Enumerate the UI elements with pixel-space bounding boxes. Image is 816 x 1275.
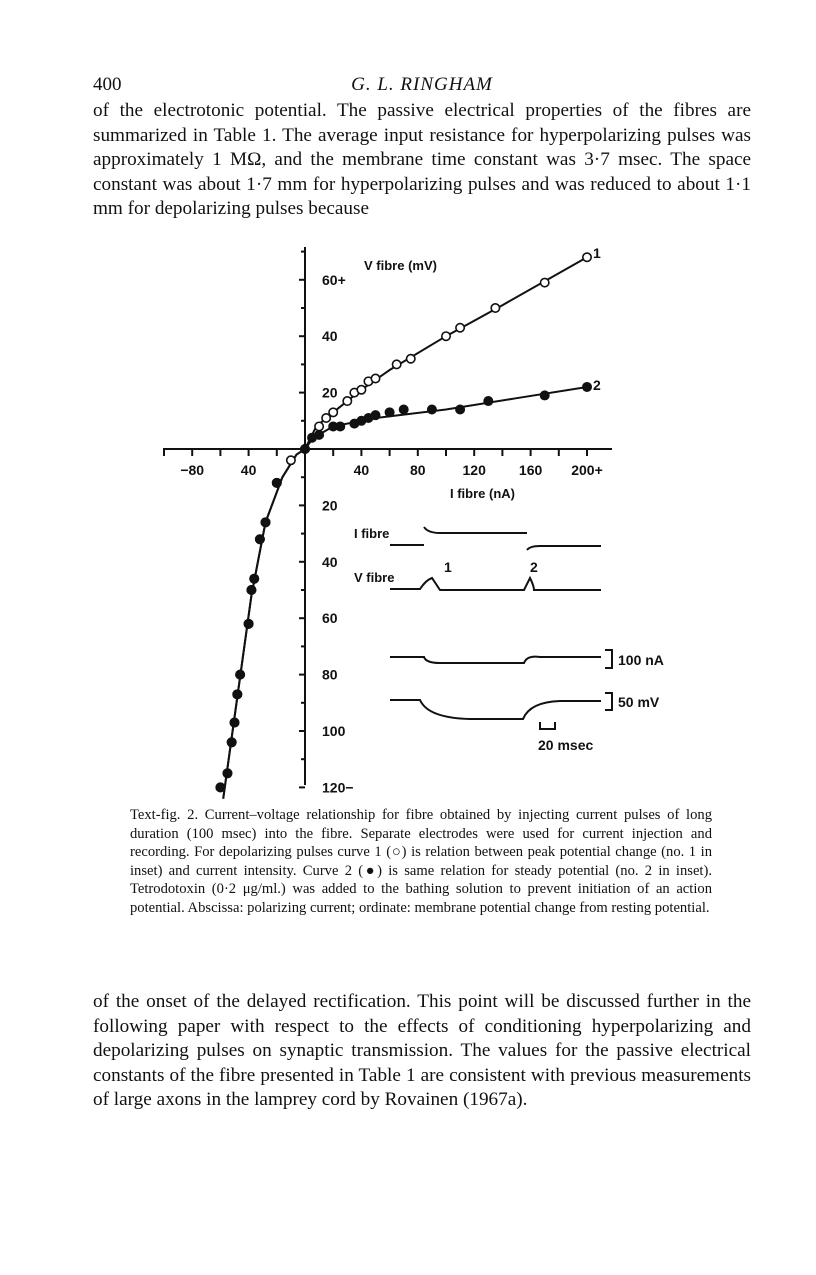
figure-caption	[130, 806, 712, 918]
y-tick-label: 100	[322, 723, 346, 739]
inset-mark-1: 1	[444, 559, 452, 575]
point-curve-2	[233, 690, 241, 698]
point-curve-2	[230, 718, 238, 726]
point-curve-2	[301, 445, 309, 453]
x-tick-label: 200+	[571, 462, 603, 478]
x-tick-label: 80	[410, 462, 426, 478]
point-curve-1	[315, 422, 323, 430]
figure-caption-text: Text-fig. 2. Current–voltage relationship for fibre obtained by injecting current pulses of long duration (100 msec) into the fibre. Separate electrodes were used for current injection and recording. For depolarizing pulses curve 1 (○) is relation between peak potential change (no. 1 in inset) and current intensity. Curve 2 (●) is same relation for steady potential (no. 2 in inset). Tetrodotoxin (0·2 μg/ml.) was added to the bathing solution to prevent initiation of an action potential. Abscissa: polarizing current; ordinate: membrane potential change from resting potential.	[130, 807, 712, 916]
point-curve-2	[256, 535, 264, 543]
point-curve-1	[541, 278, 549, 286]
inset-mark-2: 2	[530, 559, 538, 575]
point-curve-2	[227, 738, 235, 746]
inset-trace-current-2	[390, 657, 601, 663]
x-tick-label: 120	[462, 462, 486, 478]
point-curve-1	[456, 324, 464, 332]
x-tick-label: 40	[240, 462, 257, 478]
inset-trace-voltage-2	[390, 700, 601, 719]
scale-label-current: 100 nA	[618, 652, 664, 668]
series-label-2: 2	[593, 377, 601, 393]
y-tick-label: 60+	[322, 271, 346, 288]
point-curve-1	[343, 397, 351, 405]
scale-label-voltage: 50 mV	[618, 694, 660, 710]
running-author: G. L. RINGHAM	[351, 74, 493, 95]
point-curve-2	[247, 586, 255, 594]
x-axis-label: I fibre (nA)	[450, 486, 515, 501]
point-curve-2	[428, 405, 436, 413]
point-curve-2	[456, 405, 464, 413]
point-curve-2	[371, 411, 379, 419]
point-curve-2	[400, 405, 408, 413]
point-curve-1	[442, 332, 450, 340]
point-curve-2	[244, 620, 252, 628]
x-tick-label: 40	[353, 462, 370, 478]
series-label-1: 1	[593, 245, 601, 261]
point-curve-2	[541, 391, 549, 399]
point-curve-1	[392, 360, 400, 368]
scale-label-time: 20 msec	[538, 737, 594, 753]
scale-bar-voltage	[605, 693, 612, 710]
point-curve-1	[583, 253, 591, 261]
point-curve-2	[336, 422, 344, 430]
y-tick-label: 40	[322, 328, 338, 345]
point-curve-2	[250, 575, 258, 583]
y-tick-label: 120−	[322, 779, 354, 796]
page-number: 400	[93, 74, 122, 95]
point-curve-2	[583, 383, 591, 391]
paragraph-bottom	[93, 990, 751, 1113]
y-tick-label: 20	[322, 384, 338, 401]
y-tick-label: 60	[322, 610, 338, 627]
point-curve-2	[315, 431, 323, 439]
scale-bar-time	[540, 722, 555, 729]
x-tick-label: −80	[180, 462, 205, 478]
point-curve-1	[371, 374, 379, 382]
fit-curve-1	[223, 257, 587, 799]
point-curve-2	[216, 783, 224, 791]
inset-traces	[390, 527, 612, 729]
point-curve-1	[491, 304, 499, 312]
point-curve-2	[385, 408, 393, 416]
point-curve-1	[407, 355, 415, 363]
paragraph-top-text: of the electrotonic potential. The passive electrical properties of the fibres are summarized in Table 1. The average input resistance for hyperpolarizing pulses was approximately 1 MΩ, and the membrane time constant was 3·7 msec. The space constant was about 1·7 mm for hyperpolarizing pulses and was reduced to about 1·1 mm for depolarizing pulses because	[93, 100, 751, 219]
y-tick-label: 40	[322, 553, 338, 570]
point-curve-2	[236, 670, 244, 678]
y-tick-label: 80	[322, 666, 338, 683]
point-curve-1	[357, 386, 365, 394]
paragraph-bottom-text: of the onset of the delayed rectification. This point will be discussed further in the following paper with respect to the effects of conditioning hyperpolarizing and depolarizing pulses on synaptic transmission. The values for the passive electrical constants of the fibre presented in Table 1 are consistent with previous measurements of large axons in the lamprey cord by Rovainen (1967a).	[93, 991, 751, 1110]
point-curve-1	[329, 408, 337, 416]
scale-bar-current	[605, 650, 612, 668]
point-curve-2	[484, 397, 492, 405]
y-axis-label: V fibre (mV)	[364, 258, 437, 273]
point-curve-2	[273, 479, 281, 487]
point-curve-2	[223, 769, 231, 777]
point-curve-1	[287, 456, 295, 464]
inset-label-v: V fibre	[354, 570, 395, 585]
x-tick-label: 160	[518, 462, 543, 478]
point-curve-2	[261, 518, 269, 526]
inset-trace-current-1	[390, 527, 601, 550]
inset-label-i: I fibre	[354, 526, 390, 541]
inset-trace-voltage-1	[390, 578, 601, 590]
y-tick-label: 20	[322, 497, 338, 514]
